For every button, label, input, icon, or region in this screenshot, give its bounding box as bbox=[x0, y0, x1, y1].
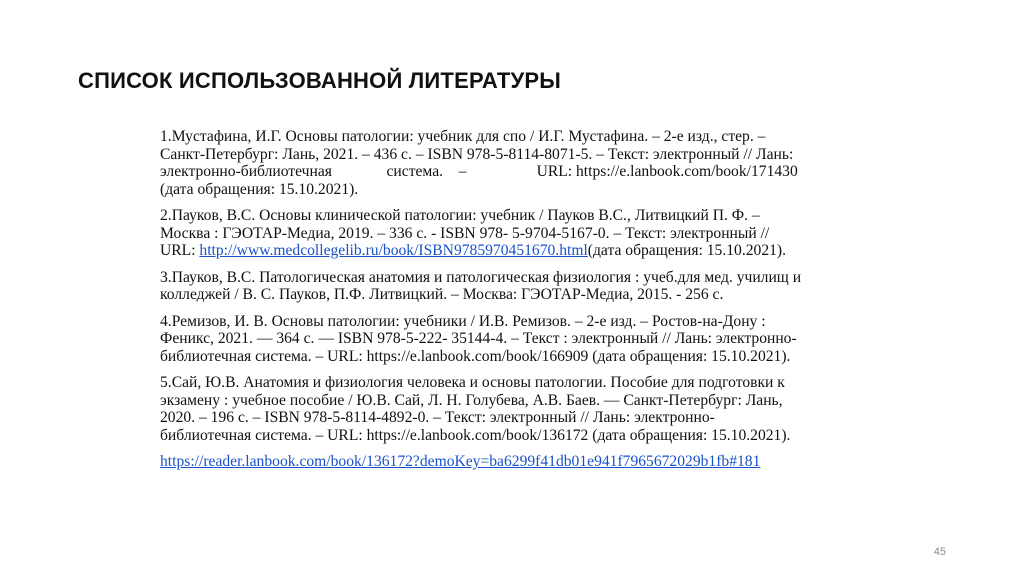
reference-line: 1.Мустафина, И.Г. Основы патологии: учебник для спо / И.Г. Мустафина. – 2-е изд., стер. – bbox=[160, 128, 766, 145]
reference-line: Санкт-Петербург: Лань, 2021. – 436 с. – ISBN 978-5-8114-8071-5. – Текст: электронный // Лань: bbox=[160, 145, 794, 163]
reference-item-3 bbox=[160, 269, 878, 304]
reference-line: Москва : ГЭОТАР-Медиа, 2019. – 336 с. - ISBN 978- 5-9704-5167-0. – Текст: электронный // bbox=[160, 224, 770, 242]
reference-line: колледжей / В. С. Пауков, П.Ф. Литвицкий. – Москва: ГЭОТАР-Медиа, 2015. - 256 с. bbox=[160, 286, 724, 303]
reference-line: 5.Сай, Ю.В. Анатомия и физиология человека и основы патологии. Пособие для подготовки к bbox=[160, 374, 785, 391]
reference-item-2 bbox=[160, 207, 878, 260]
url-suffix: (дата обращения: 15.10.2021). bbox=[587, 242, 787, 259]
reference-line: электронно-библиотечная система. – URL: https://e.lanbook.com/book/171430 bbox=[160, 163, 798, 180]
reference-line: Феникс, 2021. — 364 с. — ISBN 978-5-222- 35144-4. – Текст : электронный // Лань: электронно- bbox=[160, 330, 797, 347]
page-title: СПИСОК ИСПОЛЬЗОВАННОЙ ЛИТЕРАТУРЫ bbox=[78, 68, 562, 93]
reference-line: 2020. – 196 с. – ISBN 978-5-8114-4892-0. – Текст: электронный // Лань: электронно- bbox=[160, 409, 715, 426]
extra-link-item bbox=[160, 453, 878, 471]
reference-item-5 bbox=[160, 374, 878, 444]
reference-item-4 bbox=[160, 313, 878, 366]
reference-line: 3.Пауков, В.С. Патологическая анатомия и патологическая физиология : учеб.для мед. училищ и bbox=[160, 268, 802, 286]
reference-list bbox=[160, 128, 878, 480]
reference-line: экзамену : учебное пособие / Ю.В. Сай, Л. Н. Голубева, А.В. Баев. — Санкт-Петербург: Лань, bbox=[160, 391, 783, 409]
reference-line: 2.Пауков, В.С. Основы клинической патологии: учебник / Пауков В.С., Литвицкий П. Ф. – bbox=[160, 207, 760, 224]
reference-item-1 bbox=[160, 128, 878, 198]
reference-url-line bbox=[160, 242, 878, 260]
reference-line: 4.Ремизов, И. В. Основы патологии: учебники / И.В. Ремизов. – 2-е изд. – Ростов-на-Дону : bbox=[160, 312, 766, 330]
reference-line: (дата обращения: 15.10.2021). bbox=[160, 180, 359, 198]
page-number: 45 bbox=[933, 546, 946, 558]
reference-link[interactable]: http://www.medcollegelib.ru/book/ISBN9785970451670.html bbox=[199, 242, 588, 259]
reference-line: библиотечная система. – URL: https://e.lanbook.com/book/166909 (дата обращения: 15.10.2021). bbox=[160, 347, 791, 365]
reference-line: библиотечная система. – URL: https://e.lanbook.com/book/136172 (дата обращения: 15.10.2021). bbox=[160, 426, 791, 444]
reader-link[interactable]: https://reader.lanbook.com/book/136172?demoKey=ba6299f41db01e941f7965672029b1fb#181 bbox=[160, 453, 761, 470]
url-prefix: URL: bbox=[160, 242, 200, 259]
